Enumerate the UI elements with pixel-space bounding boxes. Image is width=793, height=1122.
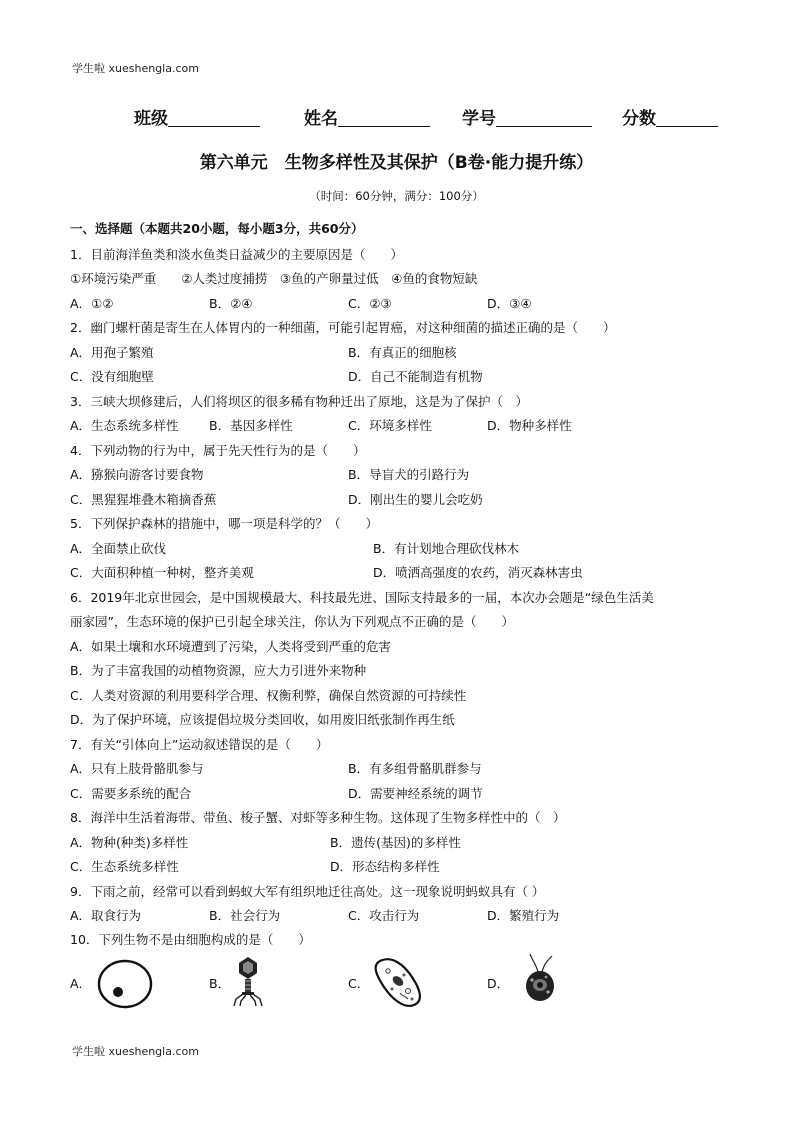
q10-option-b[interactable]: B． [209,976,231,991]
name-blank[interactable] [338,108,430,127]
euglena-icon [516,952,564,1008]
q3-option-c[interactable]: C．环境多样性 [348,418,432,433]
q4-option-b[interactable]: B．导盲犬的引路行为 [348,467,470,482]
q4-option-d[interactable]: D．刚出生的婴儿会吃奶 [348,492,483,507]
q10-option-a[interactable]: A． [70,976,92,991]
q5-stem: 5．下列保护森林的措施中，哪一项是科学的？（ ） [70,516,378,531]
q3-stem: 3．三峡大坝修建后，人们将坝区的很多稀有物种迁出了原地，这是为了保护（ ） [70,394,528,409]
q7-stem: 7．有关“引体向上”运动叙述错误的是（ ） [70,737,329,752]
q1-option-c[interactable]: C．②③ [348,296,392,311]
q5-option-d[interactable]: D．喷洒高强度的农药，消灭森林害虫 [373,565,583,580]
class-field [134,104,260,129]
q1-stem: 1．目前海洋鱼类和淡水鱼类日益减少的主要原因是（ ） [70,247,403,262]
q9-option-c[interactable]: C．攻击行为 [348,908,420,923]
q5-option-b[interactable]: B．有计划地合理砍伐林木 [373,541,520,556]
q5-option-c[interactable]: C．大面积种植一种树，整齐美观 [70,565,254,580]
q3-option-a[interactable]: A．生态系统多样性 [70,418,179,433]
q6-option-b[interactable]: B．为了丰富我国的动植物资源，应大力引进外来物种 [70,663,367,678]
q8-stem: 8．海洋中生活着海带、带鱼、梭子蟹、对虾等多种生物。这体现了生物多样性中的（ ） [70,810,566,825]
q2-option-b[interactable]: B．有真正的细胞核 [348,345,457,360]
bacteriophage-icon [230,955,266,1007]
q2-option-d[interactable]: D．自己不能制造有机物 [348,369,483,384]
q6-option-d[interactable]: D．为了保护环境，应该提倡垃圾分类回收，如用废旧纸张制作再生纸 [70,712,455,727]
watermark-top: 学生啦 xueshengla.com [72,62,199,75]
q1-option-b[interactable]: B．②④ [209,296,253,311]
q1-option-d[interactable]: D．③④ [487,296,532,311]
score-blank[interactable] [656,108,718,127]
q6-stem: 6．2019年北京世园会，是中国规模最大、科技最先进、国际支持最多的一届，本次办会题是“绿色生活美 [70,590,654,605]
q6-option-c[interactable]: C．人类对资源的利用要科学合理、权衡利弊，确保自然资源的可持续性 [70,688,467,703]
q10-stem: 10．下列生物不是由细胞构成的是（ ） [70,932,311,947]
q7-option-a[interactable]: A．只有上肢骨骼肌参与 [70,761,204,776]
q10-option-c[interactable]: C． [348,976,370,991]
name-label: 姓名 [304,109,338,129]
paramecium-icon [370,955,426,1009]
score-label: 分数 [622,109,656,129]
id-label: 学号 [462,109,496,129]
q1-items: ①环境污染严重 ②人类过度捕捞 ③鱼的产卵量过低 ④鱼的食物短缺 [70,271,478,286]
q5-option-a[interactable]: A．全面禁止砍伐 [70,541,167,556]
class-blank[interactable] [168,108,260,127]
q6-stem-cont: 丽家园”，生态环境的保护已引起全球关注，你认为下列观点不正确的是（ ） [70,614,514,629]
q9-option-d[interactable]: D．繁殖行为 [487,908,560,923]
id-field [462,104,592,129]
q8-option-a[interactable]: A．物种(种类)多样性 [70,835,189,850]
q3-option-d[interactable]: D．物种多样性 [487,418,572,433]
section-heading: 一、选择题（本题共20小题，每小题3分，共60分） [70,221,364,236]
q4-option-a[interactable]: A．猕猴向游客讨要食物 [70,467,204,482]
cell-icon [96,958,154,1010]
q2-option-a[interactable]: A．用孢子繁殖 [70,345,154,360]
q10-option-d[interactable]: D． [487,976,510,991]
q8-option-c[interactable]: C．生态系统多样性 [70,859,179,874]
q9-option-b[interactable]: B．社会行为 [209,908,281,923]
id-blank[interactable] [496,108,592,127]
q9-stem: 9．下雨之前，经常可以看到蚂蚁大军有组织地迁往高处。这一现象说明蚂蚁具有（ ） [70,884,545,899]
score-field [622,104,718,129]
q3-option-b[interactable]: B．基因多样性 [209,418,293,433]
name-field [304,104,430,129]
q4-option-c[interactable]: C．黑猩猩堆叠木箱摘香蕉 [70,492,217,507]
page-title: 第六单元 生物多样性及其保护（B卷·能力提升练） [199,153,594,173]
class-label: 班级 [134,109,168,129]
q2-option-c[interactable]: C．没有细胞壁 [70,369,154,384]
q8-option-b[interactable]: B．遗传(基因)的多样性 [330,835,461,850]
q2-stem: 2．幽门螺杆菌是寄生在人体胃内的一种细菌，可能引起胃癌，对这种细菌的描述正确的是（ ） [70,320,616,335]
q4-stem: 4．下列动物的行为中，属于先天性行为的是（ ） [70,443,366,458]
q6-option-a[interactable]: A．如果土壤和水环境遭到了污染，人类将受到严重的危害 [70,639,392,654]
page-subtitle: （时间：60分钟，满分：100分） [309,189,484,203]
q7-option-c[interactable]: C．需要多系统的配合 [70,786,192,801]
q8-option-d[interactable]: D．形态结构多样性 [330,859,440,874]
q7-option-d[interactable]: D．需要神经系统的调节 [348,786,483,801]
q9-option-a[interactable]: A．取食行为 [70,908,142,923]
q1-option-a[interactable]: A．①② [70,296,114,311]
watermark-bottom: 学生啦 xueshengla.com [72,1045,199,1058]
q7-option-b[interactable]: B．有多组骨骼肌群参与 [348,761,482,776]
